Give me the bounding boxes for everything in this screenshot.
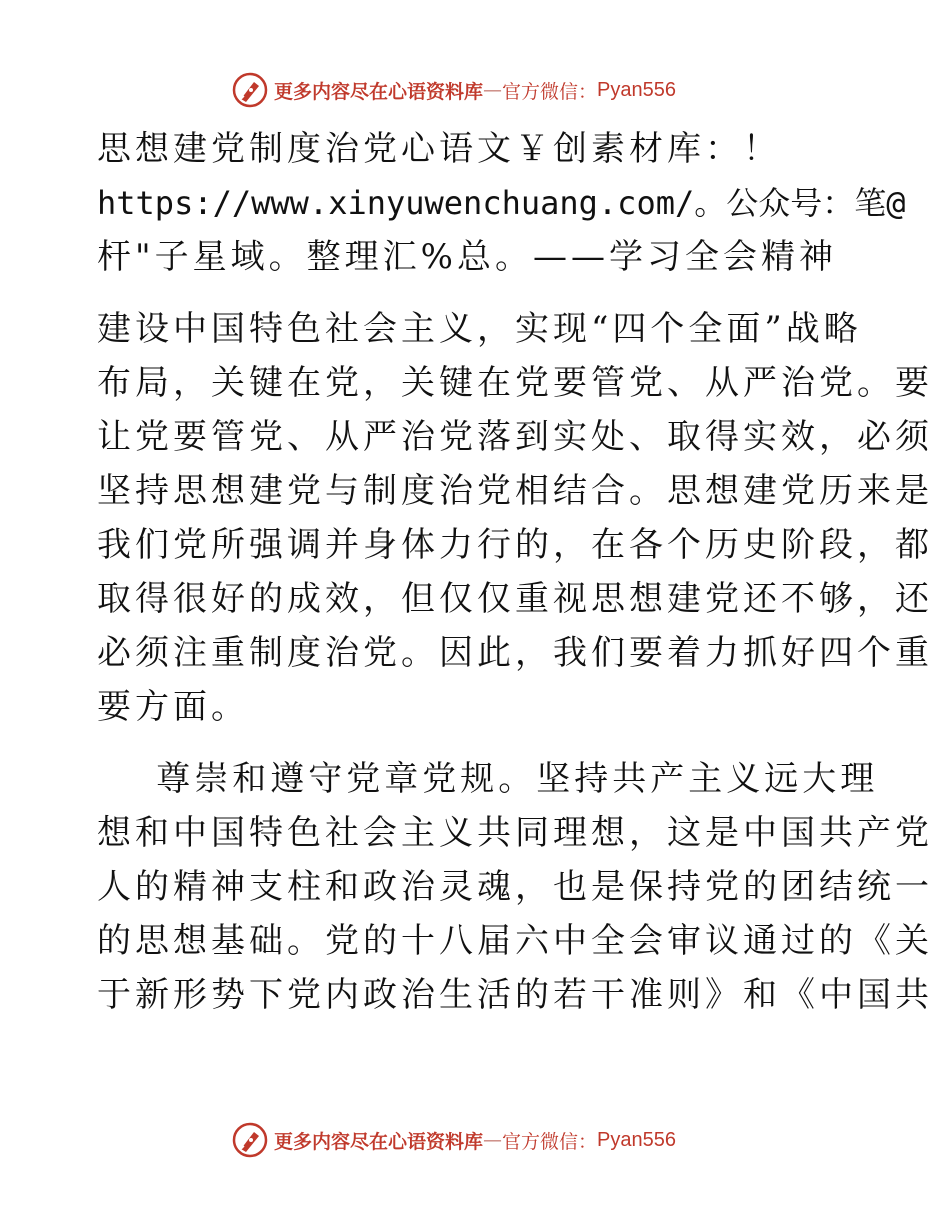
- banner-dash: —: [483, 1129, 503, 1151]
- banner-wechat-id: Pyan556: [597, 1128, 676, 1151]
- text-line: 建设中国特色社会主义，实现“四个全面”战略: [97, 309, 862, 349]
- banner-official-label: 官方微信：: [502, 1130, 598, 1153]
- paragraph: [97, 752, 933, 1022]
- text-line: 想和中国特色社会主义共同理想，这是中国共产党: [97, 813, 933, 853]
- text-line: 思想建党制度治党心语文￥创素材库：！: [97, 129, 781, 169]
- footer-banner: [232, 1120, 676, 1160]
- pen-nib-logo-icon: [232, 1122, 268, 1158]
- pen-nib-logo-icon: [232, 72, 268, 108]
- text-line: 必须注重制度治党。因此，我们要着力抓好四个重: [97, 633, 933, 673]
- banner-brand-text: 更多内容尽在心语资料库: [274, 80, 484, 103]
- banner-official-label: 官方微信：: [502, 80, 598, 103]
- paragraph: [97, 302, 933, 734]
- banner-brand-text: 更多内容尽在心语资料库: [274, 1130, 484, 1153]
- text-line: 让党要管党、从严治党落到实处、取得实效，必须: [97, 417, 933, 457]
- document-body: [97, 122, 933, 1022]
- text-line: 人的精神支柱和政治灵魂，也是保持党的团结统一: [97, 867, 933, 907]
- text-line: 要方面。: [97, 687, 249, 727]
- header-banner: [232, 70, 676, 110]
- text-line: 坚持思想建党与制度治党相结合。思想建党历来是: [97, 471, 933, 511]
- text-line: 我们党所强调并身体力行的，在各个历史阶段，都: [97, 525, 933, 565]
- banner-wechat-id: Pyan556: [597, 78, 676, 101]
- text-line: 的思想基础。党的十八届六中全会审议通过的《关: [97, 921, 933, 961]
- paragraph-title: [97, 122, 906, 284]
- text-line: https://www.xinyuwenchuang.com/。公众号：笔@: [97, 184, 906, 222]
- text-line: 布局，关键在党，关键在党要管党、从严治党。要: [97, 363, 933, 403]
- banner-dash: —: [483, 79, 503, 101]
- text-line: 于新形势下党内政治生活的若干准则》和《中国共: [97, 975, 933, 1015]
- text-line: 取得很好的成效，但仅仅重视思想建党还不够，还: [97, 579, 933, 619]
- text-line: 杆"子星域。整理汇%总。——学习全会精神: [97, 237, 837, 277]
- text-line: 尊崇和遵守党章党规。坚持共产主义远大理: [97, 759, 879, 799]
